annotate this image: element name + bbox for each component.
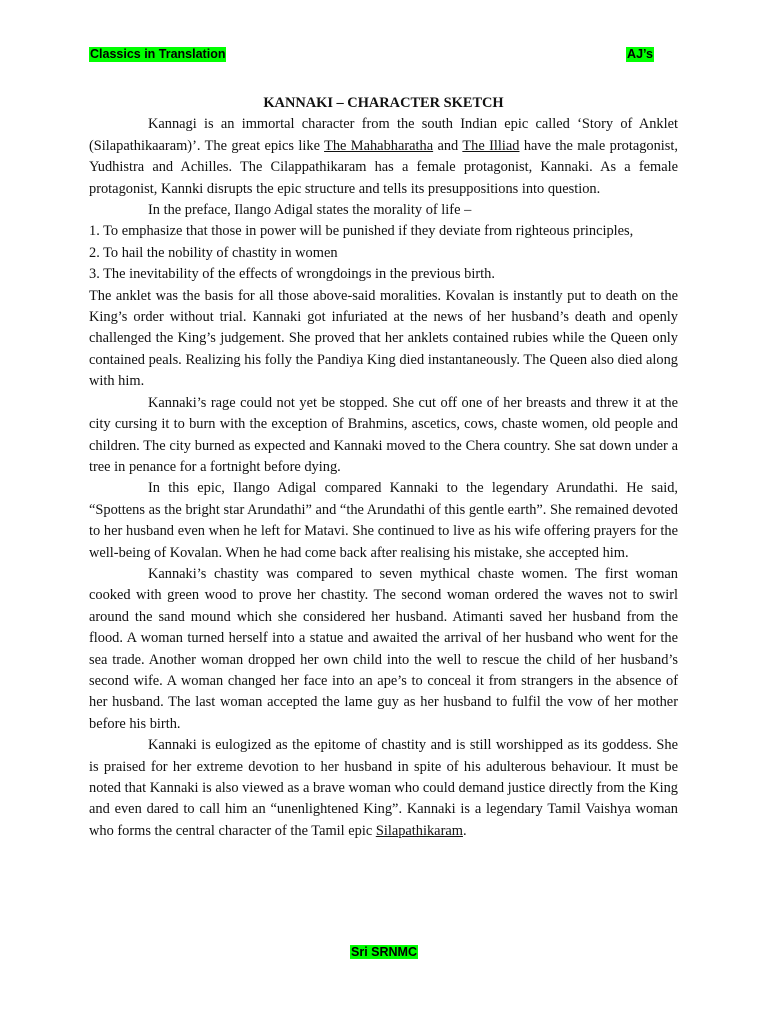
intro-text-3: have the male protagonist, Yudhistra and Achilles. The Cilappathikaram has a female protagonist, Kannaki. As a female protagonist, Kannki disrupts the epic structure and tells its presuppositions into question. bbox=[89, 137, 678, 197]
morality-item-2: 2. To hail the nobility of chastity in women bbox=[89, 244, 338, 261]
eulogy-text: Kannaki is eulogized as the epitome of chastity and is still worshipped as its goddess. She is praised for her extreme devotion to her husband in spite of his adulterous behaviour. It must be noted that Kannaki is also viewed as a brave woman who could demand justice directly from the King and even dared to call him an “unenlightened King”. Kannaki is a legendary Tamil Vaishya woman who forms the central character of the Tamil epic bbox=[89, 737, 678, 839]
silapathikaram-reference: Silapathikaram bbox=[375, 822, 463, 839]
rage-paragraph: Kannaki’s rage could not yet be stopped. She cut off one of her breasts and threw it at the city cursing it to burn with the exception of Brahmins, ascetics, cows, chaste women, old people and children. The city burned as expected and Kannaki moved to the Chera country. She sat down under a tree in penance for a fortnight before dying. bbox=[89, 394, 678, 475]
intro-paragraph bbox=[89, 114, 678, 200]
anklet-paragraph: The anklet was the basis for all those above-said moralities. Kovalan is instantly put to death on the King’s order without trial. Kannaki got infuriated at the news of her husband’s death and openly challenged the King’s judgement. She proved that her anklets contained rubies while the Queen only contained peals. Realizing his folly the Pandiya King died instantaneously. The Queen also died along with him. bbox=[89, 287, 678, 390]
intro-text-1: Kannagi is an immortal character from the south Indian epic called ‘Story of Anklet (Silapathikaaram)’. The great epics like bbox=[89, 116, 678, 154]
morality-item-3: 3. The inevitability of the effects of wrongdoings in the previous birth. bbox=[89, 266, 495, 283]
page-footer bbox=[0, 945, 768, 960]
chastity-paragraph: Kannaki’s chastity was compared to seven mythical chaste women. The first woman cooked with green wood to prove her chastity. The second woman ordered the waves not to swirl around the sand mound which she considered her husband. Atimanti saved her husband from the flood. A woman turned herself into a statue and awaited the arrival of her husband who went for the sea trade. Another woman dropped her own child into the well to rescue the child of her husband’s second wife. A woman changed her face into an ape’s to conceal it from strangers in the absence of her husband. The last woman accepted the lame guy as her husband to fulfil the vow of her mother before his birth. bbox=[89, 565, 678, 732]
eulogy-end: . bbox=[462, 822, 467, 839]
mahabharatha-reference: The Mahabharatha bbox=[324, 137, 434, 154]
eulogy-paragraph bbox=[89, 735, 678, 842]
intro-text-2: and bbox=[433, 137, 463, 154]
document-body bbox=[89, 93, 678, 842]
header-left-label: Classics in Translation bbox=[90, 47, 226, 61]
header-right-label: AJ’s bbox=[627, 47, 653, 61]
preface-paragraph: In the preface, Ilango Adigal states the morality of life – bbox=[148, 202, 472, 219]
arundathi-paragraph: In this epic, Ilango Adigal compared Kannaki to the legendary Arundathi. He said, “Spottens as the bright star Arundathi” and “the Arundathi of this gentle earth”. She remained devoted to her husband even when he left for Matavi. She continued to live as his wife offering prayers for the well-being of Kovalan. When he had come back after realising his mistake, she accepted him. bbox=[89, 480, 678, 561]
morality-item-1: 1. To emphasize that those in power will be punished if they deviate from righteous principles, bbox=[89, 223, 634, 240]
document-title: KANNAKI – CHARACTER SKETCH bbox=[263, 95, 504, 111]
footer-label: Sri SRNMC bbox=[351, 945, 417, 959]
illiad-reference: The Illiad bbox=[462, 137, 520, 154]
